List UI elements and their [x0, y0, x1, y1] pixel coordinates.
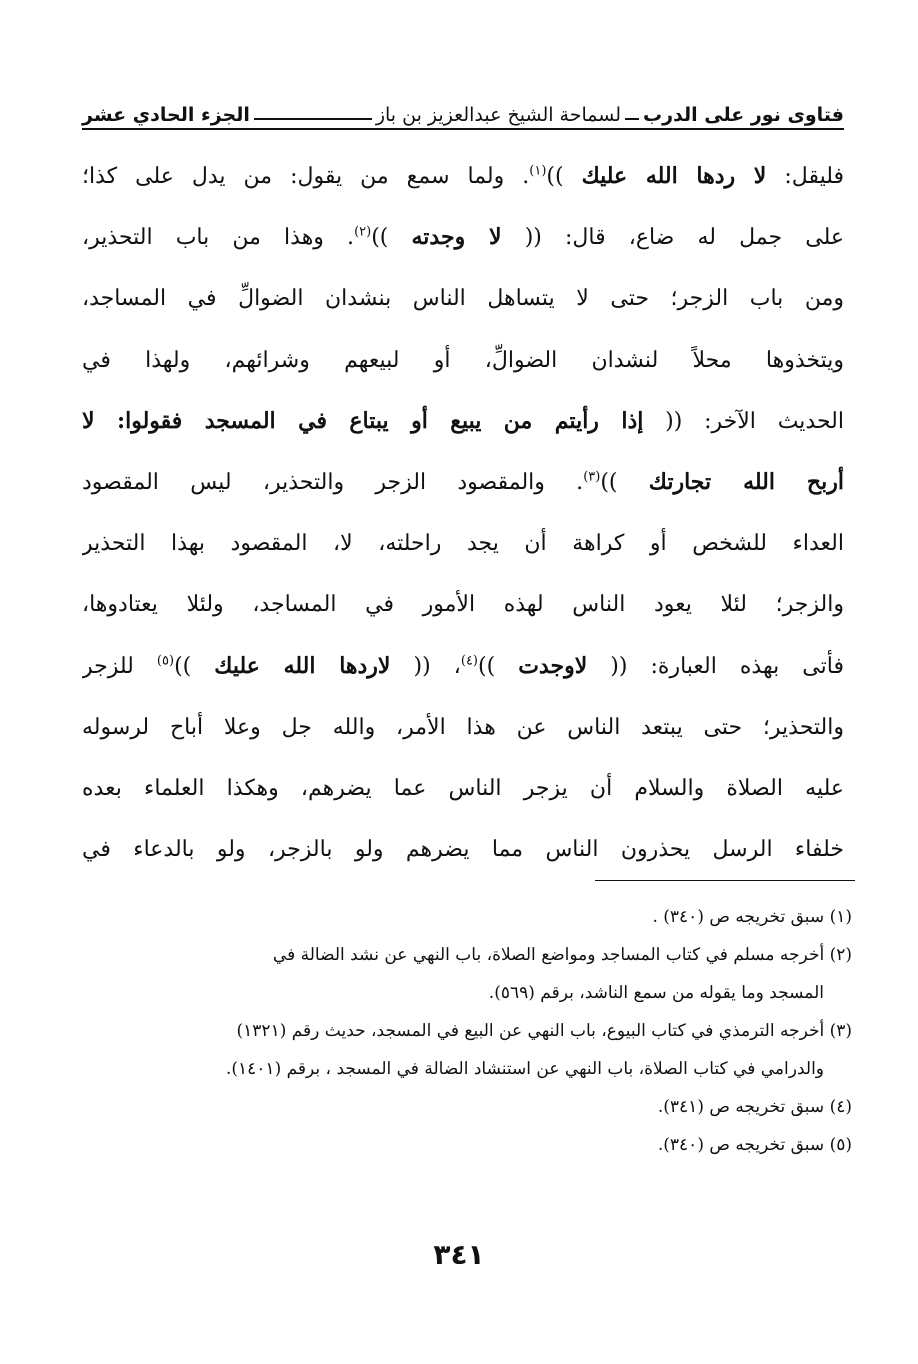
- footnote-1: [82, 898, 852, 936]
- footnote-text: (٢) أخرجه مسلم في كتاب المساجد ومواضع الصلاة، باب النهي عن نشد الضالة في: [272, 945, 852, 965]
- text-run: )): [174, 653, 215, 679]
- text-run: الحديث الآخر: ((: [643, 408, 844, 434]
- text-line: عليه الصلاة والسلام أن يزجر الناس عما يضرهم، وهكذا العلماء بعده: [82, 775, 844, 801]
- text-line: والتحذير؛ حتى يبتعد الناس عن هذا الأمر، والله جل وعلا أباح لرسوله: [82, 714, 844, 740]
- text-run: . وهذا من باب التحذير،: [82, 225, 355, 251]
- header-rule: [82, 128, 844, 130]
- footnote-text: والدرامي في كتاب الصلاة، باب النهي عن استنشاد الضالة في المسجد ، برقم (١٤٠١).: [225, 1059, 824, 1079]
- footnote-text: (٥) سبق تخريجه ص (٣٤٠).: [657, 1135, 852, 1155]
- footnote-text: (١) سبق تخريجه ص (٣٤٠) .: [652, 907, 852, 927]
- footnote-text: المسجد وما يقوله من سمع الناشد، برقم (٥٦٩).: [488, 983, 824, 1003]
- header-dash-long: [254, 118, 372, 120]
- book-title: فتاوى نور على الدرب: [643, 104, 844, 126]
- hadith-quote: إذا رأيتم من يبيع أو يبتاع في المسجد فقولوا: لا: [82, 407, 644, 434]
- text-line: [82, 636, 844, 697]
- text-run: )): [371, 225, 412, 251]
- text-line: [82, 207, 844, 268]
- text-line: [82, 146, 844, 207]
- text-line: خلفاء الرسل يحذرون الناس مما يضرهم ولو بالزجر، ولو بالدعاء في: [82, 837, 844, 863]
- text-line: [82, 391, 844, 452]
- text-run: فليقل:: [766, 164, 844, 189]
- author-name: لسماحة الشيخ عبدالعزيز بن باز: [375, 104, 621, 126]
- footnote-ref: (١): [529, 163, 547, 179]
- footnote-ref: (٤): [460, 653, 478, 669]
- text-run: للزجر: [82, 653, 157, 679]
- footnote-ref: (٣): [583, 469, 601, 485]
- header-dash: [625, 118, 639, 120]
- footnote-2: [82, 936, 852, 1012]
- hadith-quote: لاوجدت: [518, 652, 588, 679]
- text-run: )): [478, 653, 519, 679]
- volume-label: الجزء الحادي عشر: [82, 104, 250, 126]
- running-header: [82, 86, 844, 126]
- footnotes: [82, 898, 852, 1164]
- hadith-quote: لاردها الله عليك: [214, 652, 391, 679]
- footnote-4: [82, 1088, 852, 1126]
- footnote-5: [82, 1126, 852, 1164]
- footnote-ref: (٥): [156, 653, 175, 669]
- page-number: ٣٤١: [433, 1238, 485, 1271]
- footnote-3: [82, 1012, 852, 1088]
- text-line: [82, 452, 844, 513]
- text-run: . ولما سمع من يقول: من يدل على كذا؛: [82, 164, 530, 189]
- text-line: ومن باب الزجر؛ حتى لا يتساهل الناس بنشدان الضوالِّ في المساجد،: [82, 286, 844, 312]
- text-run: فأتى بهذه العبارة: ((: [587, 653, 844, 679]
- footnote-text: (٣) أخرجه الترمذي في كتاب البيوع، باب النهي عن البيع في المسجد، حديث رقم (١٣٢١): [236, 1021, 852, 1041]
- hadith-quote: لا وجدته: [411, 224, 502, 251]
- text-run: )): [546, 164, 582, 189]
- hadith-quote: لا ردها الله عليك: [581, 163, 767, 189]
- footnote-ref: (٢): [354, 224, 372, 240]
- text-run: على جمل له ضاع، قال: ((: [501, 225, 844, 251]
- text-line: العداء للشخص أو كراهة أن يجد راحلته، لا، المقصود بهذا التحذير: [82, 531, 844, 557]
- hadith-quote: أربح الله تجارتك: [648, 468, 844, 495]
- main-text: [82, 146, 844, 880]
- footnote-text: (٤) سبق تخريجه ص (٣٤١).: [657, 1097, 852, 1117]
- text-line: ويتخذوها محلاً لنشدان الضوالِّ، أو لبيعهم وشرائهم، ولهذا في: [82, 347, 844, 373]
- text-line: والزجر؛ لئلا يعود الناس لهذه الأمور في المساجد، ولئلا يعتادوها،: [82, 592, 844, 618]
- text-run: )): [600, 469, 649, 495]
- footnote-separator: [595, 880, 855, 881]
- text-run: . والمقصود الزجر والتحذير، ليس المقصود: [82, 469, 584, 495]
- text-run: ، ((: [390, 653, 461, 679]
